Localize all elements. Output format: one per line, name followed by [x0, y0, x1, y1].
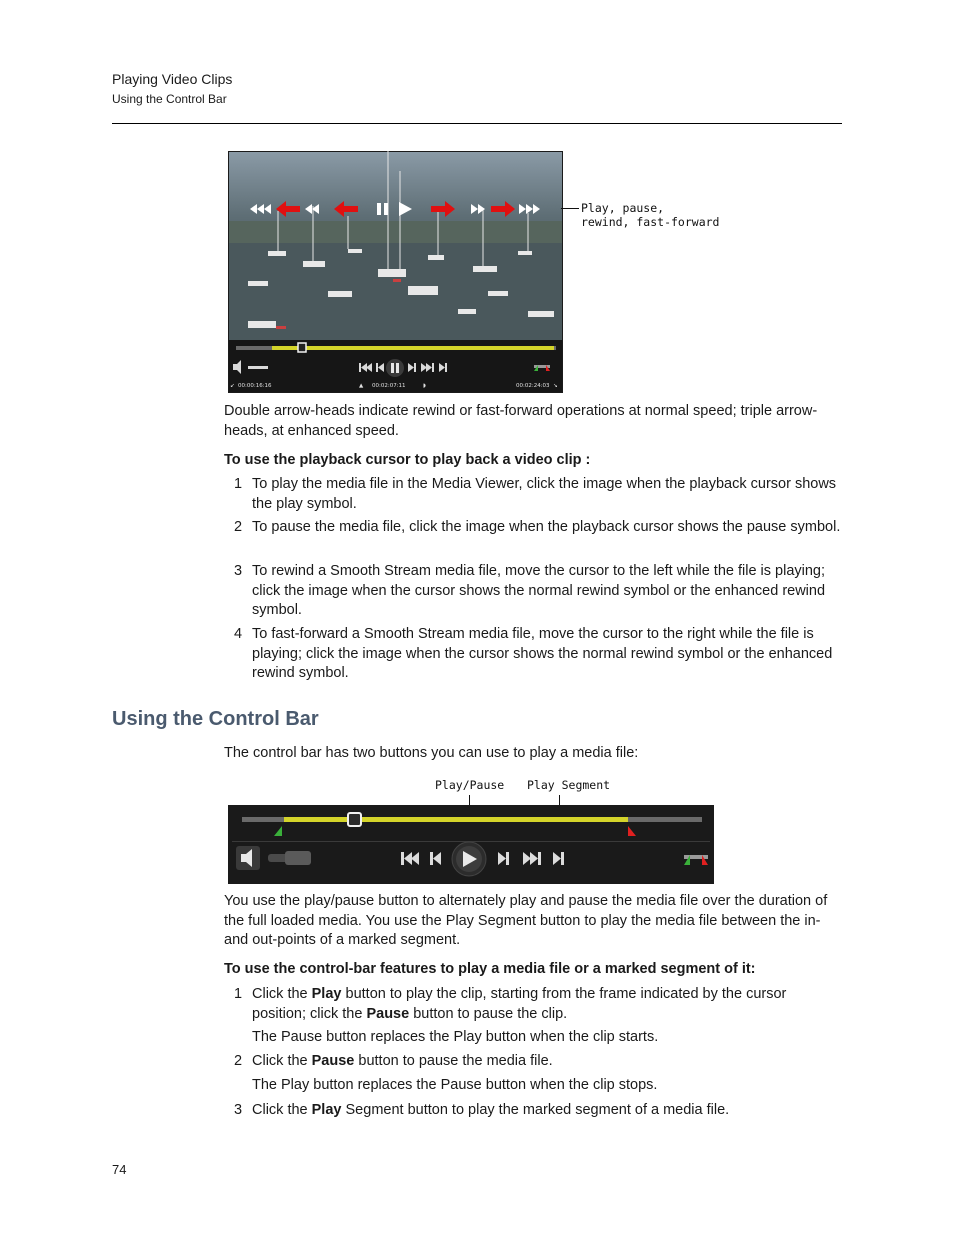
step-number: 2 [234, 1053, 243, 1069]
step-note: The Pause button replaces the Play button when the clip starts. [252, 1029, 659, 1045]
ui-term-play: Play [311, 1102, 342, 1118]
svg-text:▲: ▲ [359, 383, 364, 389]
callout-play-controls [581, 201, 719, 229]
text-run: button to play the clip, starting from the frame indicated by the cursor position; click the [252, 986, 787, 1022]
ui-term-play: Play [311, 986, 342, 1002]
step-number: 2 [234, 519, 243, 535]
svg-text:↙: ↙ [230, 383, 235, 389]
callout-line-2: rewind, fast-forward [581, 215, 720, 229]
control-bar-paragraph: You use the play/pause button to alternately play and pause the media file over the duration of the full loaded media. You use the Play Segment button to play the media file between the in- and out-points of a marked segment. [224, 893, 828, 948]
text-run: Click the [252, 986, 312, 1002]
callout-line-1: Play, pause, [581, 201, 665, 215]
svg-text:◗: ◗ [423, 383, 426, 389]
step-number: 4 [234, 626, 243, 642]
time-end: 00:02:24:03 [516, 383, 550, 389]
step-text: To rewind a Smooth Stream media file, move the cursor to the left while the file is playing; click the image when the cursor shows the normal rewind symbol or the enhanced rewind symbol. [252, 563, 826, 618]
text-run: Click the [252, 1102, 312, 1118]
callout-play-segment: Play Segment [527, 778, 611, 792]
control-bar-intro: The control bar has two buttons you can use to play a media file: [224, 745, 639, 761]
video-viewer-figure [228, 151, 563, 393]
step-text [252, 985, 842, 1024]
text-run: button to pause the clip. [409, 1005, 568, 1022]
text-run: button to pause the media file. [354, 1053, 553, 1069]
procedure-heading: To use the control-bar features to play a media file or a marked segment of it: [224, 961, 756, 977]
time-start: 00:00:16:16 [238, 383, 272, 389]
playback-cursor[interactable] [298, 343, 306, 352]
step-number: 1 [234, 476, 243, 492]
ui-term-pause: Pause [311, 1053, 355, 1069]
volume-thumb[interactable] [285, 851, 311, 865]
step-text: To pause the media file, click the image when the playback cursor shows the pause symbol. [252, 519, 841, 535]
marked-segment [284, 817, 628, 822]
header-rule [112, 123, 842, 124]
video-viewer-image [228, 151, 563, 393]
text-run: Segment button to play the marked segment of a media file. [341, 1102, 730, 1118]
procedure-heading: To use the playback cursor to play back a video clip : [224, 452, 591, 468]
step-text [252, 1052, 842, 1072]
play-pause-button[interactable] [386, 359, 404, 377]
svg-text:↘: ↘ [553, 383, 558, 389]
section-title: Using the Control Bar [112, 708, 319, 730]
step-text [252, 1101, 842, 1121]
intro-paragraph: Double arrow-heads indicate rewind or fast-forward operations at normal speed; triple arrow-heads, at enhanced speed. [224, 403, 818, 439]
text-run: Click the [252, 1053, 312, 1069]
step-number: 3 [234, 1102, 243, 1118]
step-number: 1 [234, 986, 243, 1002]
step-text: To fast-forward a Smooth Stream media file, move the cursor to the right while the file is playing; click the image when the cursor shows the normal rewind symbol or the enhanced rewind symbol. [252, 626, 833, 681]
step-text: To play the media file in the Media Viewer, click the image when the playback cursor shows the play symbol. [252, 476, 837, 512]
running-header-chapter: Playing Video Clips [112, 71, 233, 87]
control-bar-figure [228, 805, 714, 884]
volume-icon[interactable] [236, 846, 260, 870]
step-number: 3 [234, 563, 243, 579]
playback-cursor[interactable] [348, 813, 361, 826]
volume-slider[interactable] [248, 366, 268, 369]
step-note: The Play button replaces the Pause button when the clip stops. [252, 1077, 658, 1093]
control-bar-image [228, 805, 714, 884]
callout-leader [561, 208, 579, 209]
play-button[interactable] [456, 846, 482, 872]
ui-term-pause: Pause [366, 1005, 410, 1022]
running-header-section: Using the Control Bar [112, 92, 227, 106]
time-current: 00:02:07:11 [372, 383, 406, 389]
page-number: 74 [112, 1162, 127, 1177]
callout-play-pause: Play/Pause [435, 778, 505, 792]
loaded-range [272, 346, 554, 350]
